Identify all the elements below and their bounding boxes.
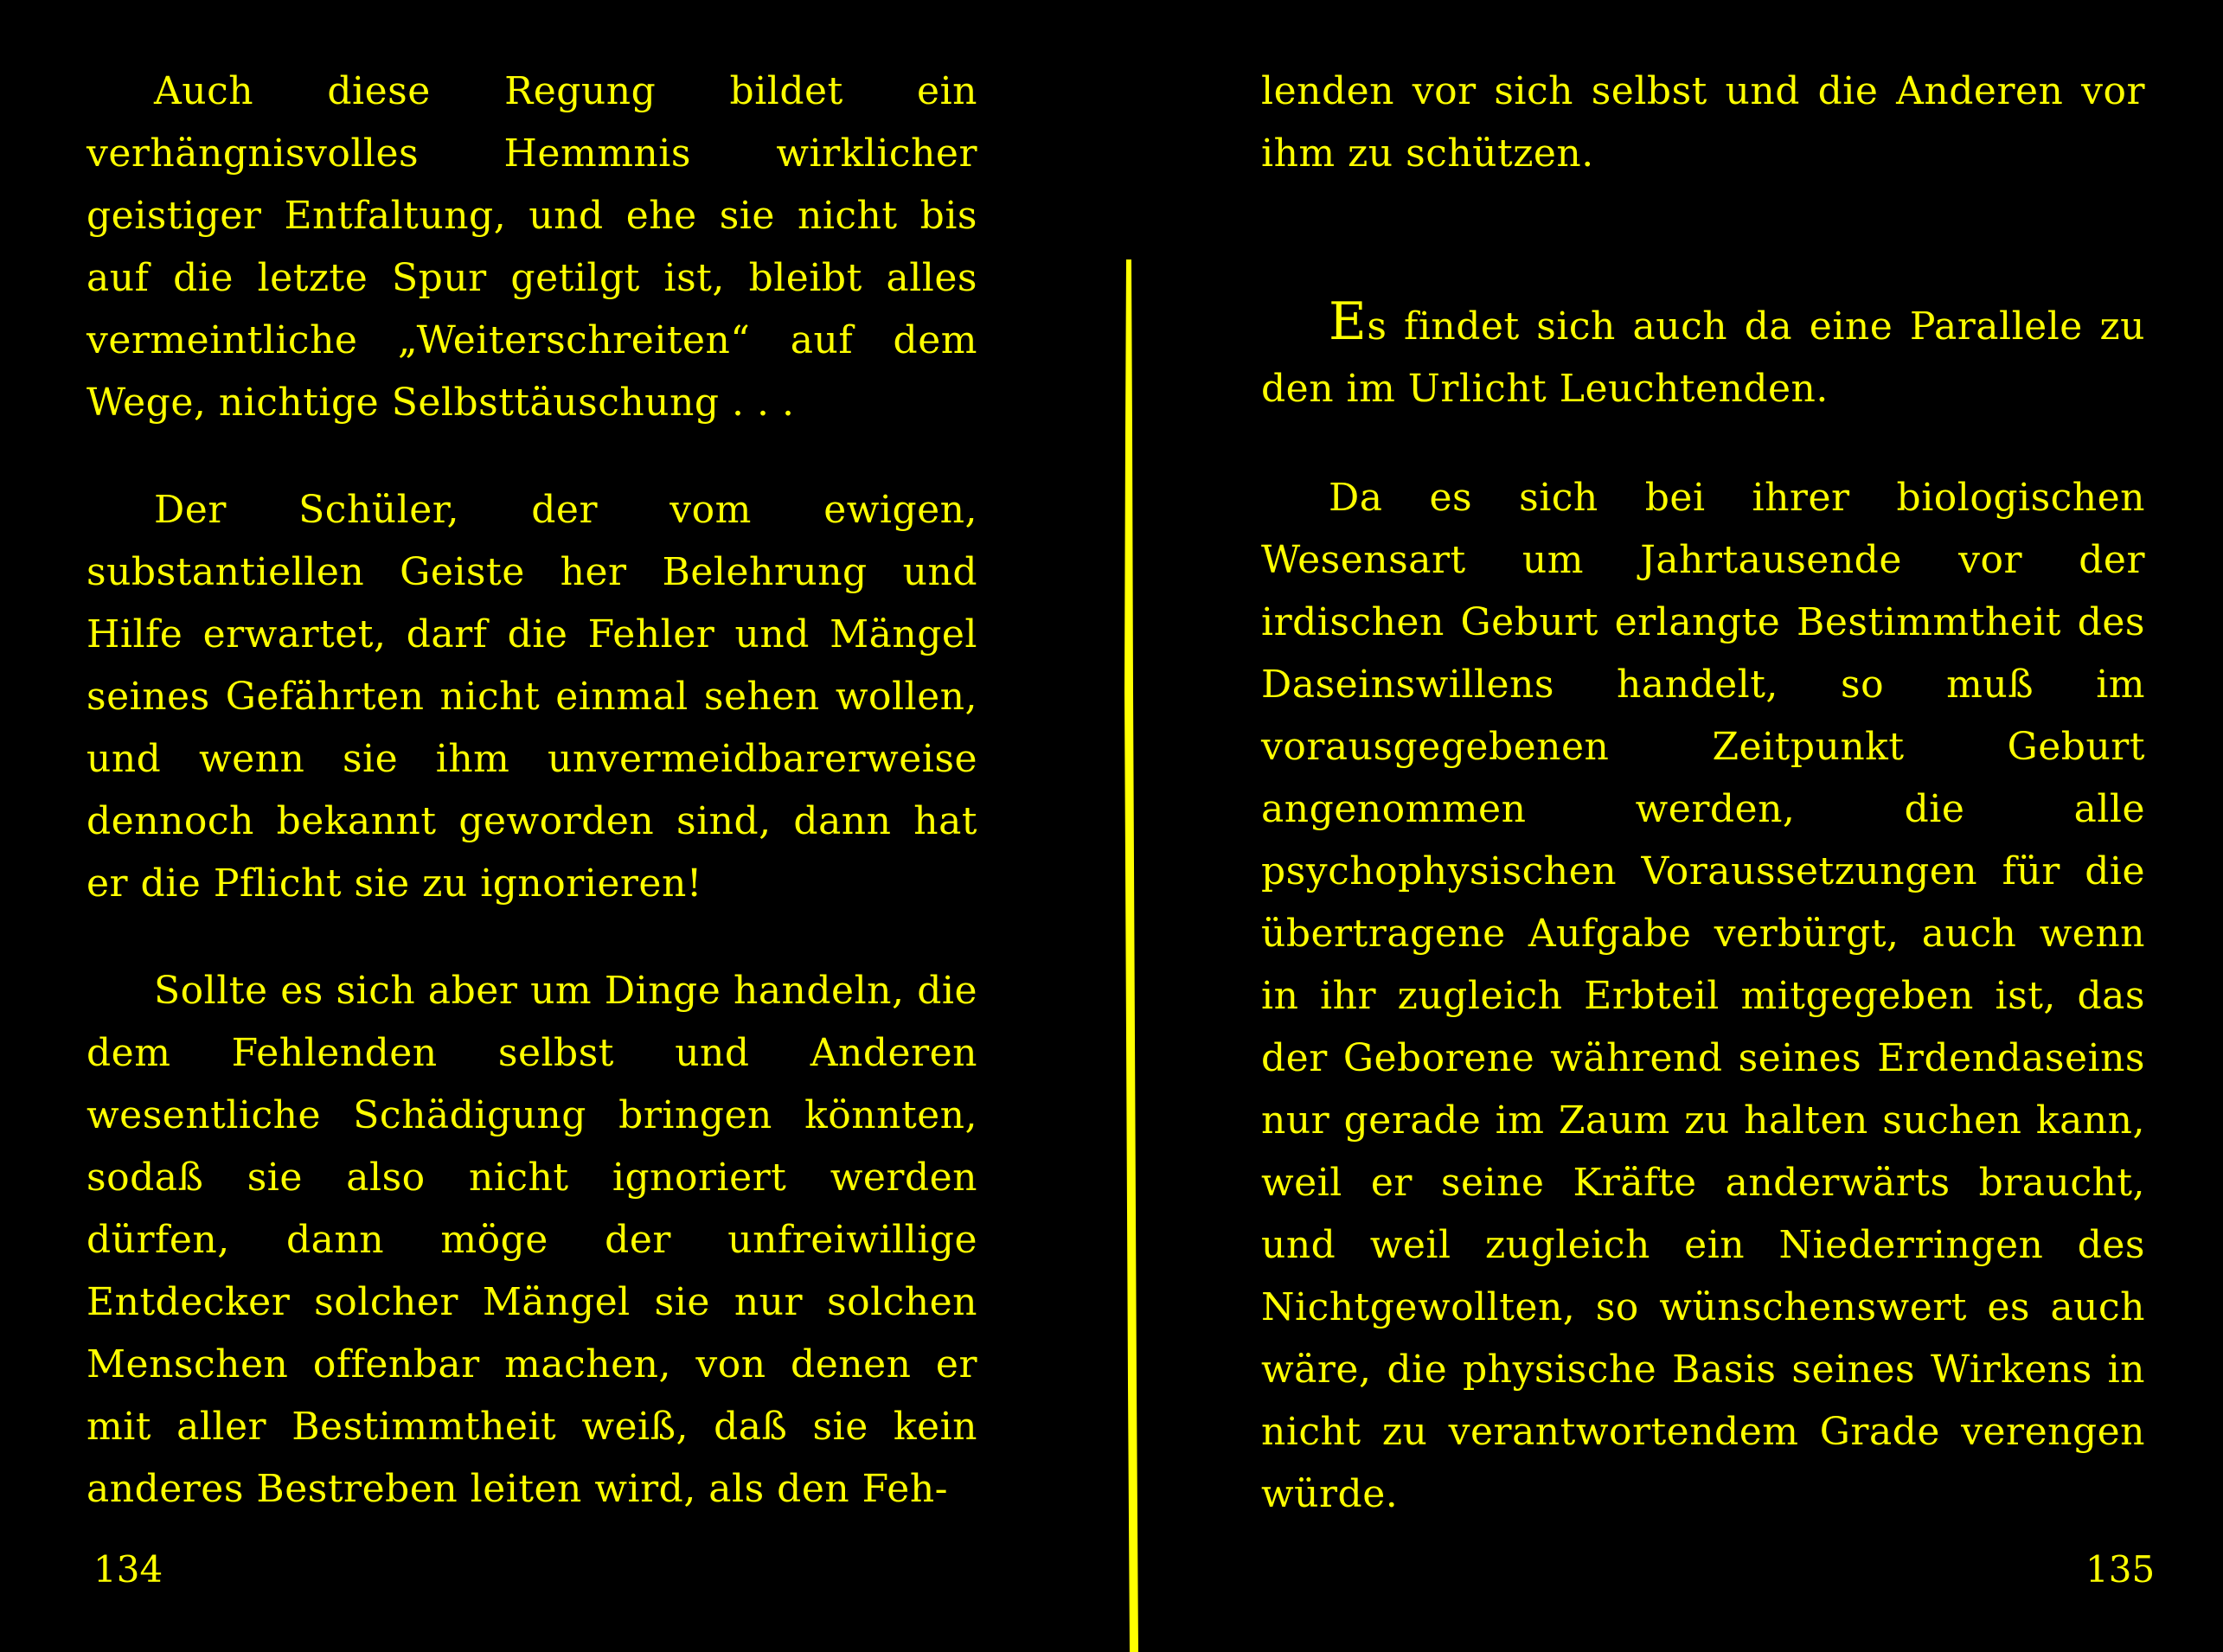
page-number-right: 135 — [2085, 1548, 2156, 1591]
right-continuation-paragraph: lenden vor sich selbst und die Anderen vor ihm zu schützen. — [1261, 69, 2145, 176]
page-number-left: 134 — [93, 1548, 163, 1591]
right-paragraph-2: Da es sich bei ihrer biologischen Wesensart um Jahrtausende vor der irdischen Geburt erlangte Bestimmtheit des Daseinswillens handelt, so muß im vorausgegebenen Zeitpunkt Geburt angenommen werden, die alle psychophysischen Voraussetzungen für die übertragene Aufgabe verbürgt, auch wenn in ihr zugleich Erbteil mitgegeben ist, das der Geborene während seines Erdendaseins nur gerade im Zaum zu halten suchen kann, weil er seine Kräfte anderwärts braucht, und weil zugleich ein Niederringen des Nichtgewollten, so wünschenswert es auch wäre, die physische Basis seines Wirkens in nicht zu verantwortendem Grade verengen würde. — [1261, 476, 2145, 1516]
left-paragraph-3: Sollte es sich aber um Dinge handeln, die dem Fehlenden selbst und Anderen wesentliche Schädigung bringen könnten, sodaß sie also nicht ignoriert werden dürfen, dann möge der unfreiwillige Entdecker solcher Mängel sie nur solchen Menschen offenbar machen, von denen er mit aller Bestimmtheit weiß, daß sie kein anderes Bestreben leiten wird, als den Feh- — [86, 969, 977, 1511]
right-paragraph-1-text: s findet sich auch da eine Parallele zu den im Urlicht Leuchtenden. — [1261, 304, 2145, 411]
right-page — [1116, 0, 2223, 1652]
right-paragraph-1 — [1261, 291, 2145, 420]
left-paragraph-2: Der Schüler, der vom ewigen, substantiellen Geiste her Belehrung und Hilfe erwartet, darf die Fehler und Mängel seines Gefährten nicht einmal sehen wollen, und wenn sie ihm unvermeidbarerweise dennoch bekannt geworden sind, dann hat er die Pflicht sie zu ignorieren! — [86, 488, 977, 906]
drop-initial-letter: E — [1329, 291, 1368, 352]
left-paragraph-1: Auch diese Regung bildet ein verhängnisvolles Hemmnis wirklicher geistiger Entfaltung, und ehe sie nicht bis auf die letzte Spur getilgt ist, bleibt alles vermeintliche „Weiterschreiten“ auf dem Wege, nichtige Selbsttäuschung . . . — [86, 69, 977, 425]
